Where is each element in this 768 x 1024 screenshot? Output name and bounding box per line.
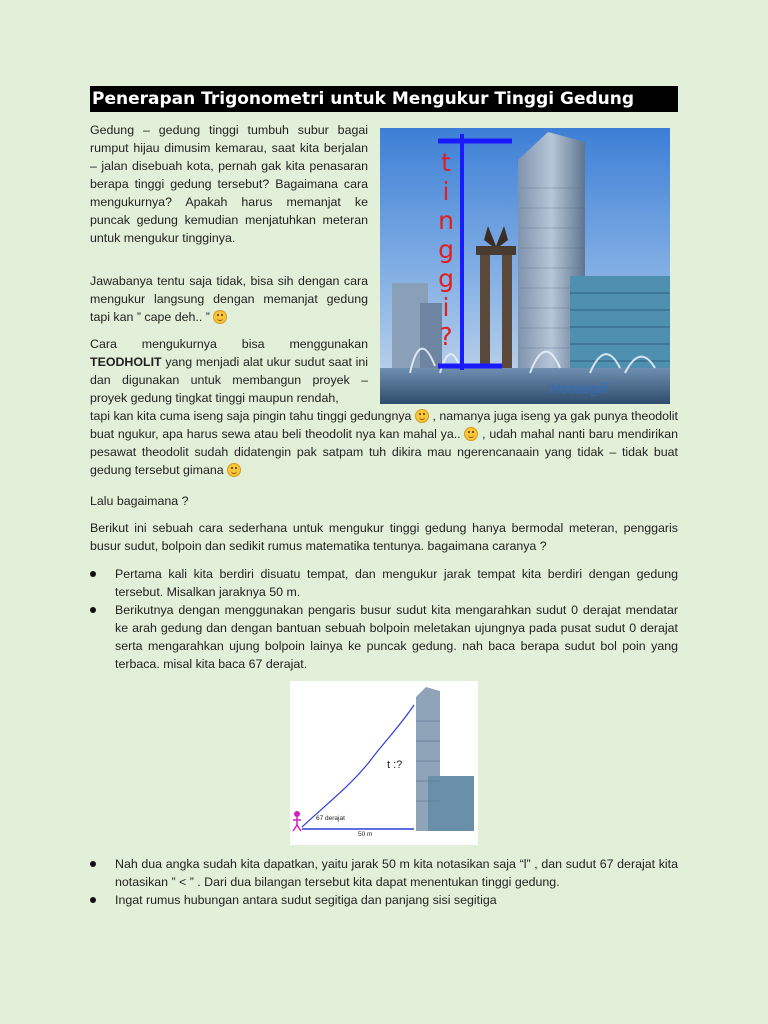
height-label: t :? bbox=[387, 759, 403, 771]
tinggi-letter: t bbox=[441, 148, 451, 177]
intro-para-2 bbox=[90, 272, 368, 326]
tinggi-letter: ? bbox=[439, 322, 453, 351]
steps-list-1 bbox=[90, 565, 678, 673]
teodholit-bold: TEODHOLIT bbox=[90, 355, 162, 369]
tinggi-vertical-label bbox=[436, 148, 456, 351]
distance-label: 50 m bbox=[358, 831, 373, 838]
para3-start: Cara mengukurnya bisa menggunakan bbox=[90, 337, 368, 351]
intro-para-1: Gedung – gedung tinggi tumbuh subur bagai rumput hijau dimusim kemarau, saat kita berjalan – jalan disebuah kota, pernah gak kita penasaran berapa tinggi gedung tersebut? Bagaimana cara mengukurnya? Apakah harus memanjat ke puncak gedung kemudian menjatuhkan meteran untuk mengukur tingginya. bbox=[90, 123, 368, 245]
building-photo-art bbox=[380, 128, 670, 404]
tinggi-letter: n bbox=[438, 206, 454, 235]
bullet-icon bbox=[90, 897, 96, 903]
bullet-icon bbox=[90, 571, 96, 577]
berikut-paragraph: Berikut ini sebuah cara sederhana untuk mengukur tinggi gedung hanya bermodal meteran, penggaris busur sudut, bolpoin dan sedikit rumus matematika tentunya. bagaimana caranya ? bbox=[90, 521, 678, 553]
para3-a: tapi kan kita cuma iseng saja pingin tahu tinggi gedungnya bbox=[90, 409, 412, 423]
tinggi-letter: i bbox=[442, 293, 450, 322]
angle-label: 67 derajat bbox=[316, 815, 345, 822]
tinggi-letter: g bbox=[438, 235, 454, 264]
lalu-paragraph: Lalu bagaimana ? bbox=[90, 494, 189, 508]
angle-diagram bbox=[290, 681, 478, 845]
list-item: Ingat rumus hubungan antara sudut segitiga dan panjang sisi segitiga bbox=[90, 891, 678, 909]
page-title: Penerapan Trigonometri untuk Mengukur Tinggi Gedung bbox=[90, 86, 678, 112]
intro-para-3-top bbox=[90, 335, 368, 407]
intro-para-3-bottom bbox=[90, 407, 678, 479]
steps-list-2 bbox=[90, 855, 678, 909]
para3-c: , udah mahal nanti baru mendirikan pesawat theodolit sudah didatengin pak satpam tuh dikira mau ngerencanaain yang tidak – tidak buat gedung tersebut gimana bbox=[90, 427, 678, 477]
tinggi-letter: g bbox=[438, 264, 454, 293]
photo-watermark: Hoosegifi bbox=[550, 380, 609, 396]
para3-mid: yang menjadi alat ukur sudut saat ini dan digunakan untuk membangun proyek – proyek gedung tingkat tinggi maupun rendah, bbox=[90, 355, 369, 405]
smiley-icon bbox=[227, 463, 241, 477]
list-item: Berikutnya dengan menggunakan pengaris busur sudut kita mengarahkan sudut 0 derajat mendatar ke arah gedung dan dengan bantuan sebuah bolpoin meletakan ujungnya pada pusat sudut 0 derajat serta mengarahkan ujung bolpoin lainya ke puncak gedung. nah baca berapa sudut bol poin yang terbaca. misal kita baca 67 derajat. bbox=[90, 601, 678, 673]
bullet-icon bbox=[90, 861, 96, 867]
smiley-icon bbox=[415, 409, 429, 423]
intro-para-2-text: Jawabanya tentu saja tidak, bisa sih dengan cara mengukur langsung dengan memanjat gedung tapi kan ” cape deh.. ” bbox=[90, 274, 368, 324]
bullet-icon bbox=[90, 607, 96, 613]
building-photo bbox=[380, 128, 670, 404]
list-item: Nah dua angka sudah kita dapatkan, yaitu jarak 50 m kita notasikan saja “l” , dan sudut 67 derajat kita notasikan ” < ” . Dari dua bilangan tersebut kita dapat menentukan tinggi gedung. bbox=[90, 855, 678, 891]
list-item: Pertama kali kita berdiri disuatu tempat, dan mengukur jarak tempat kita berdiri dengan gedung tersebut. Misalkan jaraknya 50 m. bbox=[90, 565, 678, 601]
tinggi-letter: i bbox=[442, 177, 450, 206]
para3-b: , namanya juga iseng ya gak punya theodolit buat ngukur, apa harus sewa atau beli theodolit nya kan mahal ya.. bbox=[90, 409, 678, 441]
smiley-icon bbox=[213, 310, 227, 324]
smiley-icon bbox=[464, 427, 478, 441]
